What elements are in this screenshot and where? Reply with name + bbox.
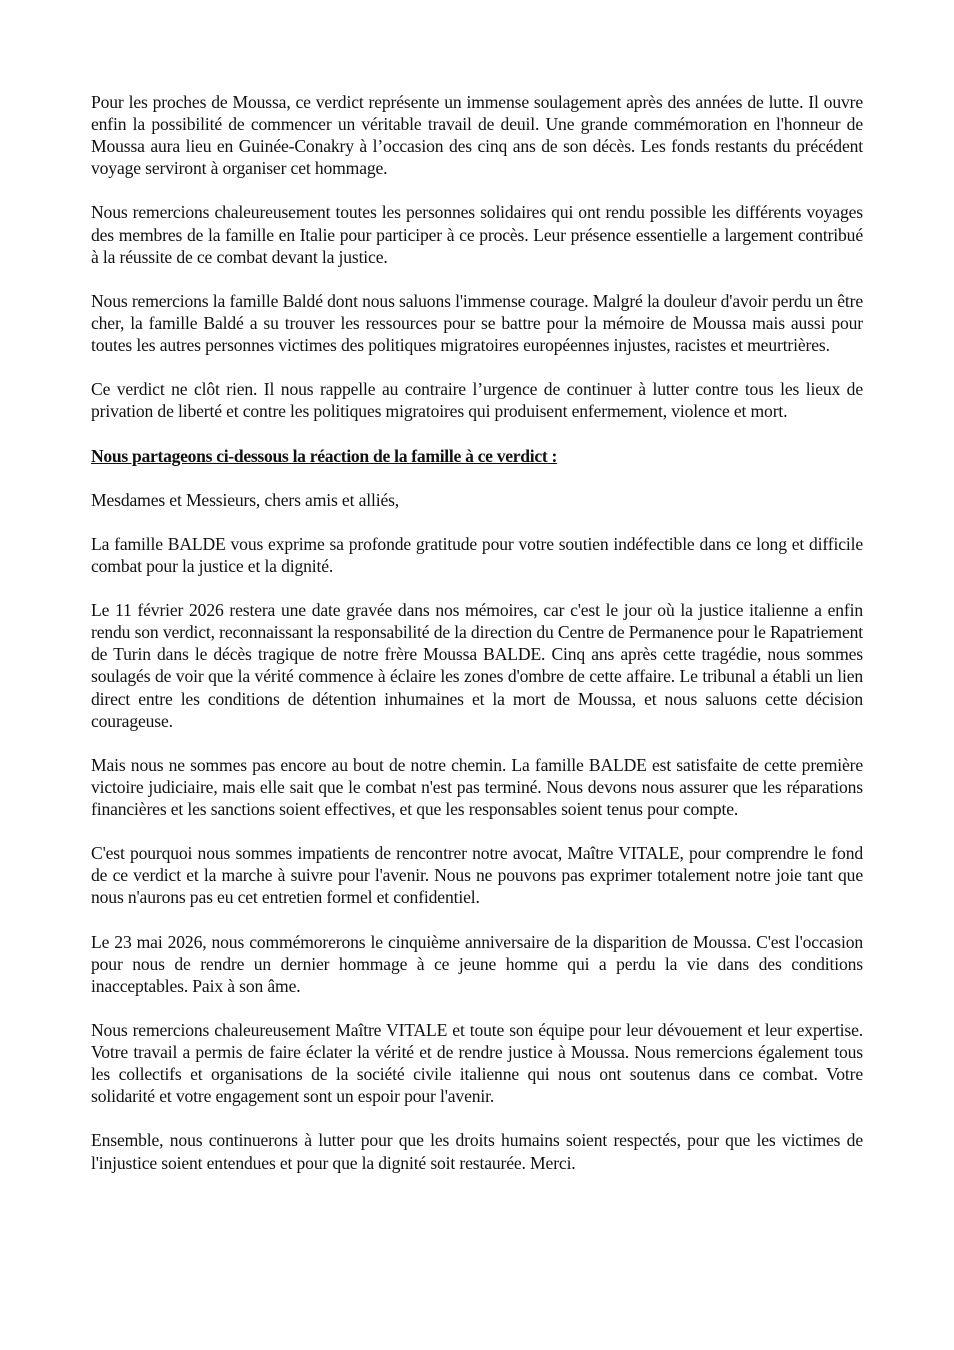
paragraph-lawyer-meeting: C'est pourquoi nous sommes impatients de rencontrer notre avocat, Maître VITALE, pour comprendre le fond de ce verdict et la marche à suivre pour l'avenir. Nous ne pouvons pas exprimer totalement notre joie tant que nous n'aurons pas eu cet entretien formel et confidentiel. [91,843,863,908]
paragraph-closing: Ensemble, nous continuerons à lutter pour que les droits humains soient respectés, pour que les victimes de l'injustice soient entendues et pour que la dignité soit restaurée. Merci. [91,1130,863,1173]
letter-salutation: Mesdames et Messieurs, chers amis et alliés, [91,489,400,510]
section-heading-family-reaction: Nous partageons ci-dessous la réaction de la famille à ce verdict : [91,445,558,466]
paragraph-relief: Pour les proches de Moussa, ce verdict représente un immense soulagement après des années de lutte. Il ouvre enfin la possibilité de commencer un véritable travail de deuil. Une grande commémoration en l'honneur de Moussa aura lieu en Guinée-Conakry à l’occasion des cinq ans de son décès. Les fonds restants du précédent voyage serviront à organiser cet hommage. [91,92,863,179]
paragraph-verdict-date: Le 11 février 2026 restera une date gravée dans nos mémoires, car c'est le jour où la justice italienne a enfin rendu son verdict, reconnaissant la responsabilité de la direction du Centre de Permanence pour le Rapatriement de Turin dans le décès tragique de notre frère Moussa BALDE. Cinq ans après cette tragédie, nous sommes soulagés de voir que la vérité commence à éclaire les zones d'ombre de cette affaire. Le tribunal a établi un lien direct entre les conditions de détention inhumaines et la mort de Moussa, et nous saluons cette décision courageuse. [91,600,863,731]
paragraph-gratitude: La famille BALDE vous exprime sa profonde gratitude pour votre soutien indéfectible dans ce long et difficile combat pour la justice et la dignité. [91,533,863,576]
paragraph-thanks-family: Nous remercions la famille Baldé dont nous saluons l'immense courage. Malgré la douleur d'avoir perdu un être cher, la famille Baldé a su trouver les ressources pour se battre pour la mémoire de Moussa mais aussi pour toutes les autres personnes victimes des politiques migratoires européennes injustes, racistes et meurtrières. [91,290,863,356]
paragraph-thanks-lawyer: Nous remercions chaleureusement Maître VITALE et toute son équipe pour leur dévouement et leur expertise. Votre travail a permis de faire éclater la vérité et de rendre justice à Moussa. Nous remercions également tous les collectifs et organisations de la société civile italienne qui nous ont soutenus dans ce combat. Votre solidarité et votre engagement sont un espoir pour l'avenir. [91,1019,863,1107]
document-page [91,91,863,1196]
paragraph-verdict-continues: Ce verdict ne clôt rien. Il nous rappelle au contraire l’urgence de continuer à lutter contre tous les lieux de privation de liberté et contre les politiques migratoires qui produisent enfermement, violence et mort. [91,379,863,422]
paragraph-thanks-supporters: Nous remercions chaleureusement toutes les personnes solidaires qui ont rendu possible les différents voyages des membres de la famille en Italie pour participer à ce procès. Leur présence essentielle a largement contribué à la réussite de ce combat devant la justice. [91,202,863,267]
paragraph-commemoration: Le 23 mai 2026, nous commémorerons le cinquième anniversaire de la disparition de Moussa. C'est l'occasion pour nous de rendre un dernier hommage à ce jeune homme qui a perdu la vie dans des conditions inacceptables. Paix à son âme. [91,931,863,996]
paragraph-not-finished: Mais nous ne sommes pas encore au bout de notre chemin. La famille BALDE est satisfaite de cette première victoire judiciaire, mais elle sait que le combat n'est pas terminé. Nous devons nous assurer que les réparations financières et les sanctions soient effectives, et que les responsables soient tenus pour compte. [91,754,863,819]
